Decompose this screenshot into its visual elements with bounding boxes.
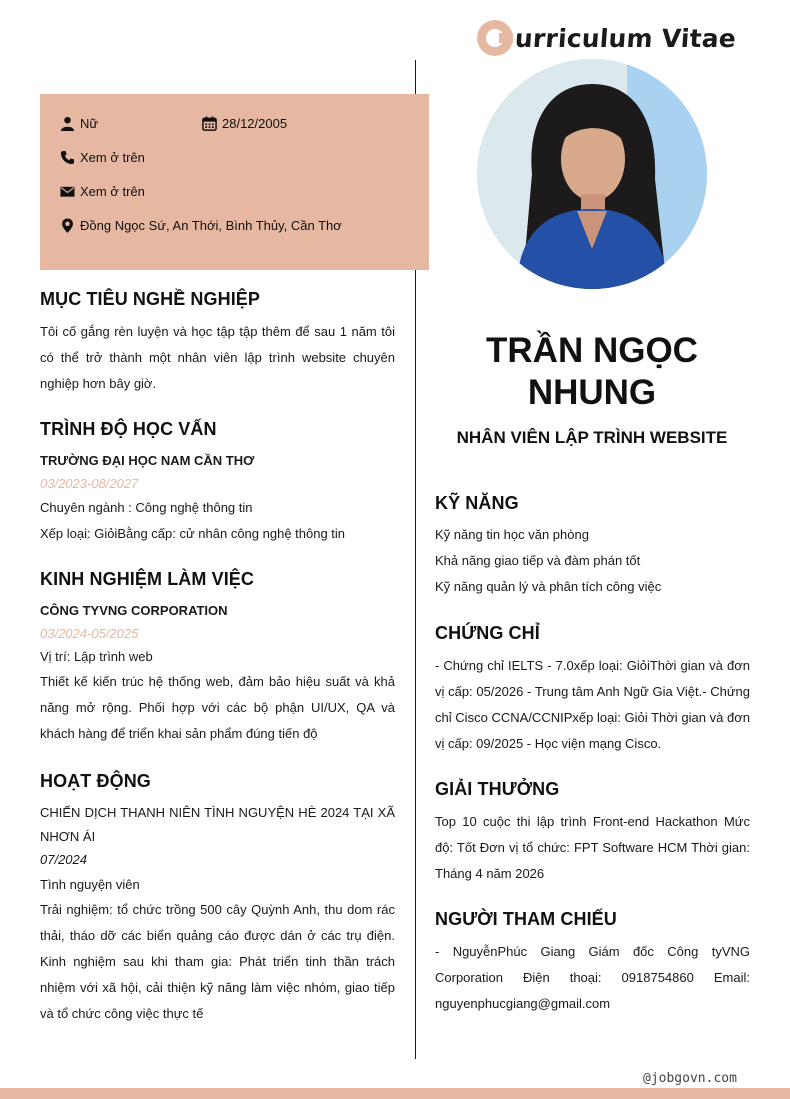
profile-photo xyxy=(477,59,707,289)
phone-icon xyxy=(60,150,75,165)
references-title: NGƯỜI THAM CHIẾU xyxy=(435,909,617,929)
job-title: NHÂN VIÊN LẬP TRÌNH WEBSITE xyxy=(456,428,728,447)
mail-icon xyxy=(60,184,75,199)
skills-title: KỸ NĂNG xyxy=(435,493,519,513)
experience-description: Thiết kế kiến trúc hệ thống web, đảm bảo hiệu suất và khả năng mở rộng. Phối hợp với các bộ phận UI/UX, QA và khách hàng để triển khai sản phẩm đúng tiến độ xyxy=(40,674,395,741)
address-row xyxy=(60,218,342,233)
footer-bar xyxy=(0,1088,790,1099)
cv-logo-mark xyxy=(477,20,513,56)
address-value: Đồng Ngọc Sứ, An Thới, Bình Thủy, Cần Thơ xyxy=(80,218,342,233)
skill-item: Khả năng giao tiếp và đàm phán tốt xyxy=(435,553,641,568)
activities-title: HOẠT ĐỘNG xyxy=(40,771,151,791)
certificates-text: - Chứng chỉ IELTS - 7.0xếp loại: GiỏiThời gian và đơn vị cấp: 05/2026 - Trung tâm Anh Ngữ Gia Việt.- Chứng chỉ Cisco CCNA/CCNIPxếp loại: Giỏi Thời gian và đơn vị cấp: 09/2025 - Học viện mạng Cisco. xyxy=(435,658,750,751)
skills-section xyxy=(435,493,750,600)
activity-name: CHIẾN DỊCH THANH NIÊN TÌNH NGUYỆN HÈ 2024 TẠI XÃ NHƠN ÁI xyxy=(40,805,395,844)
experience-period: 03/2024-05/2025 xyxy=(40,626,139,641)
personal-info-box xyxy=(40,94,429,270)
candidate-name: TRẦN NGỌC NHUNG xyxy=(486,331,698,412)
location-icon xyxy=(60,218,75,233)
gender-value: Nữ xyxy=(80,116,99,131)
experience-section xyxy=(40,569,395,747)
education-major: Chuyên ngành : Công nghệ thông tin xyxy=(40,500,253,515)
references-text: - NguyễnPhúc Giang Giám đốc Công tyVNG Corporation Điện thoại: 0918754860 Email: nguyenphucgiang@gmail.com xyxy=(435,944,750,1011)
email-value: Xem ở trên xyxy=(80,184,145,199)
objective-title: MỤC TIÊU NGHỀ NGHIỆP xyxy=(40,289,261,309)
certificates-section xyxy=(435,623,750,757)
education-period: 03/2023-08/2027 xyxy=(40,476,139,491)
cv-logo-text: urriculum Vitae xyxy=(513,23,738,53)
skills-list xyxy=(435,522,750,600)
phone-row xyxy=(60,150,145,165)
skill-item: Kỹ năng tin học văn phòng xyxy=(435,527,589,542)
certificates-title: CHỨNG CHỈ xyxy=(435,623,540,643)
awards-title: GIẢI THƯỞNG xyxy=(435,779,560,799)
user-icon xyxy=(60,116,75,131)
gender-row xyxy=(60,116,98,131)
school-name: TRƯỜNG ĐẠI HỌC NAM CẦN THƠ xyxy=(40,453,255,468)
footer-watermark: @jobgovn.com xyxy=(643,1071,737,1086)
skill-item: Kỹ năng quản lý và phân tích công việc xyxy=(435,579,662,594)
calendar-icon xyxy=(202,116,217,131)
activities-section xyxy=(40,771,395,1027)
cv-logo xyxy=(477,18,736,58)
activity-role: Tình nguyện viên xyxy=(40,877,140,892)
awards-text: Top 10 cuộc thi lập trình Front-end Hackathon Mức độ: Tốt Đơn vị tổ chức: FPT Software HCM Thời gian: Tháng 4 năm 2026 xyxy=(435,814,750,881)
education-title: TRÌNH ĐỘ HỌC VẤN xyxy=(40,419,217,439)
company-name: CÔNG TYVNG CORPORATION xyxy=(40,603,228,618)
activity-description: Trải nghiệm: tổ chức trồng 500 cây Quỳnh Anh, thu dom rác thải, tháo dỡ các biển quảng cáo được dán ở các trụ điện. Kinh nghiệm sau khi tham gia: Phát triển tinh thần trách nhiệm với xã hội, cải thiện kỹ năng làm việc nhóm, giao tiếp và tổ chức công việc thực tế xyxy=(40,902,395,1021)
objective-text: Tôi cố gắng rèn luyện và học tập tập thêm để sau 1 năm tôi có thể trở thành một nhân viên lập trình website chuyên nghiệp hơn bây giờ. xyxy=(40,324,395,391)
experience-title: KINH NGHIỆM LÀM VIỆC xyxy=(40,569,255,589)
education-degree: Xếp loại: GiỏiBằng cấp: cử nhân công nghệ thông tin xyxy=(40,526,346,541)
education-section xyxy=(40,419,395,546)
phone-value: Xem ở trên xyxy=(80,150,145,165)
birthdate-value: 28/12/2005 xyxy=(222,116,288,131)
birthdate-row xyxy=(202,116,287,131)
activity-date: 07/2024 xyxy=(40,852,87,867)
references-section xyxy=(435,909,750,1017)
email-row xyxy=(60,184,145,199)
awards-section xyxy=(435,779,750,887)
objective-section xyxy=(40,289,395,397)
experience-position: Vị trí: Lập trình web xyxy=(40,649,153,664)
